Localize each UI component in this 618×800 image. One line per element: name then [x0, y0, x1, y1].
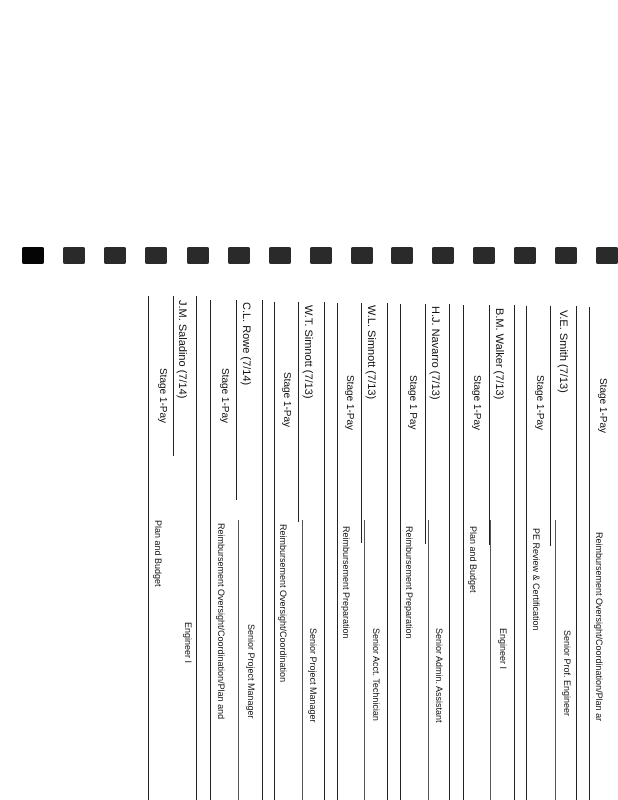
header-tab — [22, 247, 44, 264]
task-description: Reimbursement Oversight/Coordination/Plan ar — [594, 532, 604, 722]
person-name: B.M. Walker (7/13) — [493, 308, 505, 400]
table-rule — [236, 300, 237, 500]
table-rule — [262, 300, 263, 800]
table-rule — [514, 305, 515, 800]
stage-label: Stage 1-Pay — [471, 375, 482, 431]
table-rule — [210, 300, 211, 800]
table-rule — [238, 520, 239, 800]
job-role: Senior Project Manager — [246, 624, 256, 719]
stage-label: Stage 1-Pay — [534, 375, 545, 431]
task-description: Reimbursement Preparation — [404, 526, 414, 639]
table-rule — [425, 304, 426, 544]
header-tab — [63, 247, 85, 264]
person-name: W.L. Simnott (7/13) — [365, 305, 377, 400]
table-rule — [449, 304, 450, 800]
table-rule — [337, 303, 338, 800]
header-tab — [391, 247, 413, 264]
table-rule — [148, 296, 149, 800]
job-role: Senior Project Manager — [308, 628, 318, 723]
stage-label: Stage 1-Pay — [281, 372, 292, 428]
table-rule — [302, 520, 303, 800]
table-rule — [361, 303, 362, 543]
table-rule — [173, 296, 174, 456]
table-rule — [298, 302, 299, 522]
person-name: V.E. Smith (7/13) — [557, 310, 569, 393]
task-description: Reimbursement Preparation — [341, 526, 351, 639]
person-name: W.T. Simnott (7/13) — [302, 305, 314, 399]
header-tab — [514, 247, 536, 264]
table-rule — [324, 302, 325, 800]
table-rule — [576, 306, 577, 800]
task-description: Reimbursement Oversight/Coordination — [278, 524, 288, 683]
table-rule — [526, 306, 527, 800]
table-rule — [400, 304, 401, 800]
table-rule — [428, 520, 429, 800]
table-rule — [489, 305, 490, 545]
table-rule — [555, 520, 556, 800]
job-role: Engineer I — [498, 628, 508, 670]
table-rule — [550, 306, 551, 546]
header-tab — [432, 247, 454, 264]
stage-label: Stage 1-Pay — [344, 375, 355, 431]
person-name: H.J. Navarro (7/13) — [429, 306, 441, 400]
header-tab — [269, 247, 291, 264]
header-tab — [310, 247, 332, 264]
header-tab — [145, 247, 167, 264]
task-description: PE Review & Certification — [531, 528, 541, 631]
job-role: Senior Acct. Technician — [371, 628, 381, 721]
task-description: Plan and Budget — [468, 526, 478, 593]
task-description: Reimbursement Oversight/Coordination/Plan and — [216, 523, 226, 720]
stage-label: Stage 1-Pay — [219, 368, 230, 424]
table-rule — [274, 302, 275, 800]
stage-label: Stage 1-Pay — [597, 378, 608, 434]
stage-label: Stage 1 Pay — [407, 375, 418, 430]
table-rule — [196, 296, 197, 800]
job-role: Engineer I — [183, 622, 193, 664]
header-tab — [351, 247, 373, 264]
job-role: Senior Admin. Assistant — [434, 628, 444, 723]
person-name: J.M. Saladino (7/14) — [176, 300, 188, 399]
table-rule — [490, 520, 491, 800]
header-tab — [104, 247, 126, 264]
header-tab — [596, 247, 618, 264]
stage-label: Stage 1-Pay — [157, 368, 168, 424]
job-role: Senior Prof. Engineer — [562, 630, 572, 717]
header-tab — [228, 247, 250, 264]
table-rule — [589, 307, 590, 800]
header-tab — [555, 247, 577, 264]
table-rule — [364, 520, 365, 800]
table-rule — [463, 305, 464, 800]
person-name: C.L. Rowe (7/14) — [240, 302, 252, 386]
header-tab — [473, 247, 495, 264]
table-rule — [387, 303, 388, 800]
task-description: Plan and Budget — [153, 520, 163, 587]
header-tab — [187, 247, 209, 264]
